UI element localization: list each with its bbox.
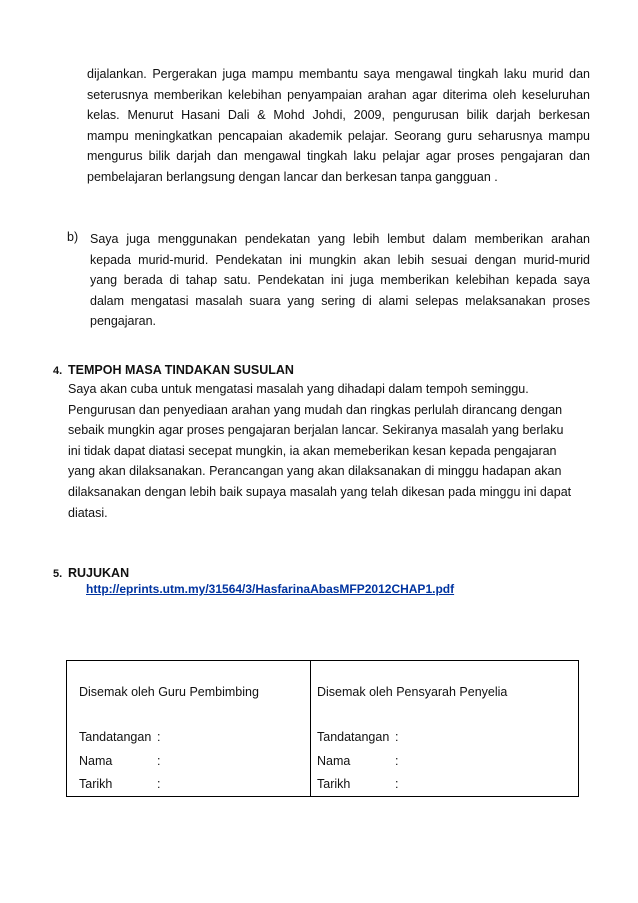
text-line: diatasi.	[68, 505, 108, 520]
section-number-5: 5.	[53, 568, 63, 580]
paragraph-a-continuation	[87, 64, 590, 188]
left-signature-row	[79, 730, 160, 744]
text-line: dijalankan. Pergerakan juga mampu membantu saya mengawal tingkah laku murid dan	[87, 67, 590, 81]
text-line: Saya juga menggunakan pendekatan yang lebih lembut dalam memberikan arahan	[90, 232, 590, 246]
text-line: Pengurusan dan penyediaan arahan yang mudah dan ringkas perlulah dirancang dengan	[68, 402, 563, 417]
row-label: Nama	[317, 754, 351, 768]
section-heading-4: TEMPOH MASA TINDAKAN SUSULAN	[68, 363, 294, 377]
text-line: kelas. Menurut Hasani Dali & Mohd Johdi, 2009, pengurusan bilik darjah berkesan	[87, 108, 590, 123]
text-line: mampu meningkatkan pencapaian akademik pelajar. Seorang guru seharusnya mampu	[87, 128, 590, 143]
row-label: Tarikh	[79, 777, 113, 791]
row-sep: :	[395, 754, 399, 768]
text-line: sebaik mungkin agar proses pengajaran berjalan lancar. Sekiranya masalah yang berlaku	[68, 423, 564, 438]
row-sep: :	[157, 754, 161, 768]
row-sep: :	[157, 777, 161, 791]
text-line: dalam mengatasi masalah suara yang sering di alami selepas melaksanakan proses	[90, 293, 590, 308]
table-divider	[310, 661, 311, 796]
row-sep: :	[157, 730, 161, 744]
text-line: dilaksanakan dengan lebih baik supaya masalah yang telah dikesan pada minggu ini dapat	[68, 484, 572, 499]
text-line: pembelajaran berlangsung dengan lancar dan berkesan tanpa gangguan .	[87, 169, 498, 184]
section-heading-5: RUJUKAN	[68, 566, 130, 580]
section-4-body	[68, 379, 593, 523]
right-heading: Disemak oleh Pensyarah Penyelia	[317, 685, 508, 699]
right-name-row	[317, 754, 398, 768]
signature-table	[66, 660, 579, 797]
text-line: yang berada di tahap satu. Pendekatan ini juga memberikan kelebihan kepada saya	[90, 273, 590, 288]
paragraph-b	[90, 229, 590, 332]
row-label: Tandatangan	[317, 730, 390, 744]
row-sep: :	[395, 777, 399, 791]
left-date-row	[79, 777, 160, 791]
text-line: Saya akan cuba untuk mengatasi masalah yang dihadapi dalam tempoh seminggu.	[68, 382, 529, 396]
row-label: Nama	[79, 754, 113, 768]
right-date-row	[317, 777, 398, 791]
section-number-4: 4.	[53, 365, 63, 377]
list-marker-b: b)	[67, 230, 79, 244]
reference-link[interactable]: http://eprints.utm.my/31564/3/HasfarinaAbasMFP2012CHAP1.pdf	[86, 582, 455, 596]
row-sep: :	[395, 730, 399, 744]
row-label: Tandatangan	[79, 730, 152, 744]
left-heading: Disemak oleh Guru Pembimbing	[79, 685, 259, 699]
right-signature-row	[317, 730, 398, 744]
text-line: seterusnya memberikan kelebihan penyampaian arahan agar diterima oleh keseluruhan	[87, 87, 590, 102]
text-line: mengurus bilik darjah dan mengawal tingkah laku pelajar agar proses pengajaran dan	[87, 149, 590, 164]
text-line: yang akan dilaksanakan. Perancangan yang akan dilaksanakan di minggu hadapan akan	[68, 464, 562, 479]
text-line: pengajaran.	[90, 314, 157, 329]
row-label: Tarikh	[317, 777, 351, 791]
left-name-row	[79, 754, 160, 768]
text-line: ini tidak dapat diatasi secepat mungkin, ia akan memeberikan kesan kepada pengajaran	[68, 443, 557, 458]
text-line: kepada murid-murid. Pendekatan ini mungkin akan lebih sesuai dengan murid-murid	[90, 252, 590, 267]
